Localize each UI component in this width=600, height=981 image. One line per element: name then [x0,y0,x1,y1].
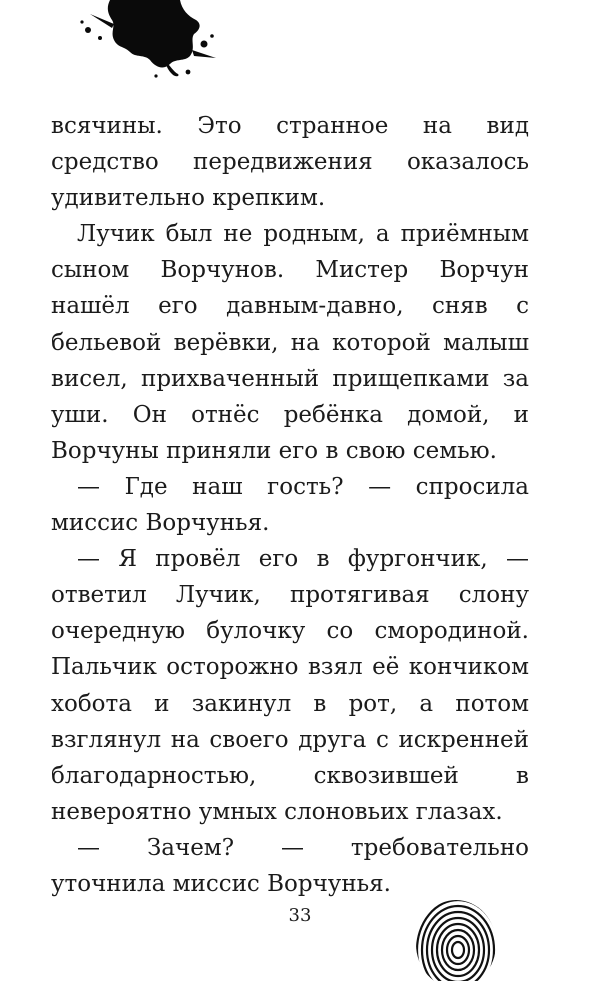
fingerprint-icon [410,892,500,981]
body-text [51,108,529,902]
paragraph-1: всячины. Это странное на вид средство передвижения оказалось удивительно крепким. [51,113,529,212]
paragraph-3: — Где наш гость? — спросила миссис Ворчунья. [51,473,529,537]
page-number: 33 [288,905,312,926]
ink-blot-icon [70,0,220,80]
paragraph-4: — Я провёл его в фургончик, — ответил Лучик, протягивая слону очередную булочку со смородиной. Пальчик осторожно взял её кончиком хобота и закинул в рот, а потом взглянул на своего друга с искренней благодарностью, сквозившей в невероятно умных слоновьих глазах. [51,546,529,825]
paragraph-5: — Зачем? — требовательно уточнила миссис Ворчунья. [51,834,529,897]
paragraph-2: Лучик был не родным, а приёмным сыном Ворчунов. Мистер Ворчун нашёл его давным-давно, сняв с бельевой верёвки, на которой малыш висел, прихваченный прищепками за уши. Он отнёс ребёнка домой, и Ворчуны приняли его в свою семью. [51,221,529,464]
